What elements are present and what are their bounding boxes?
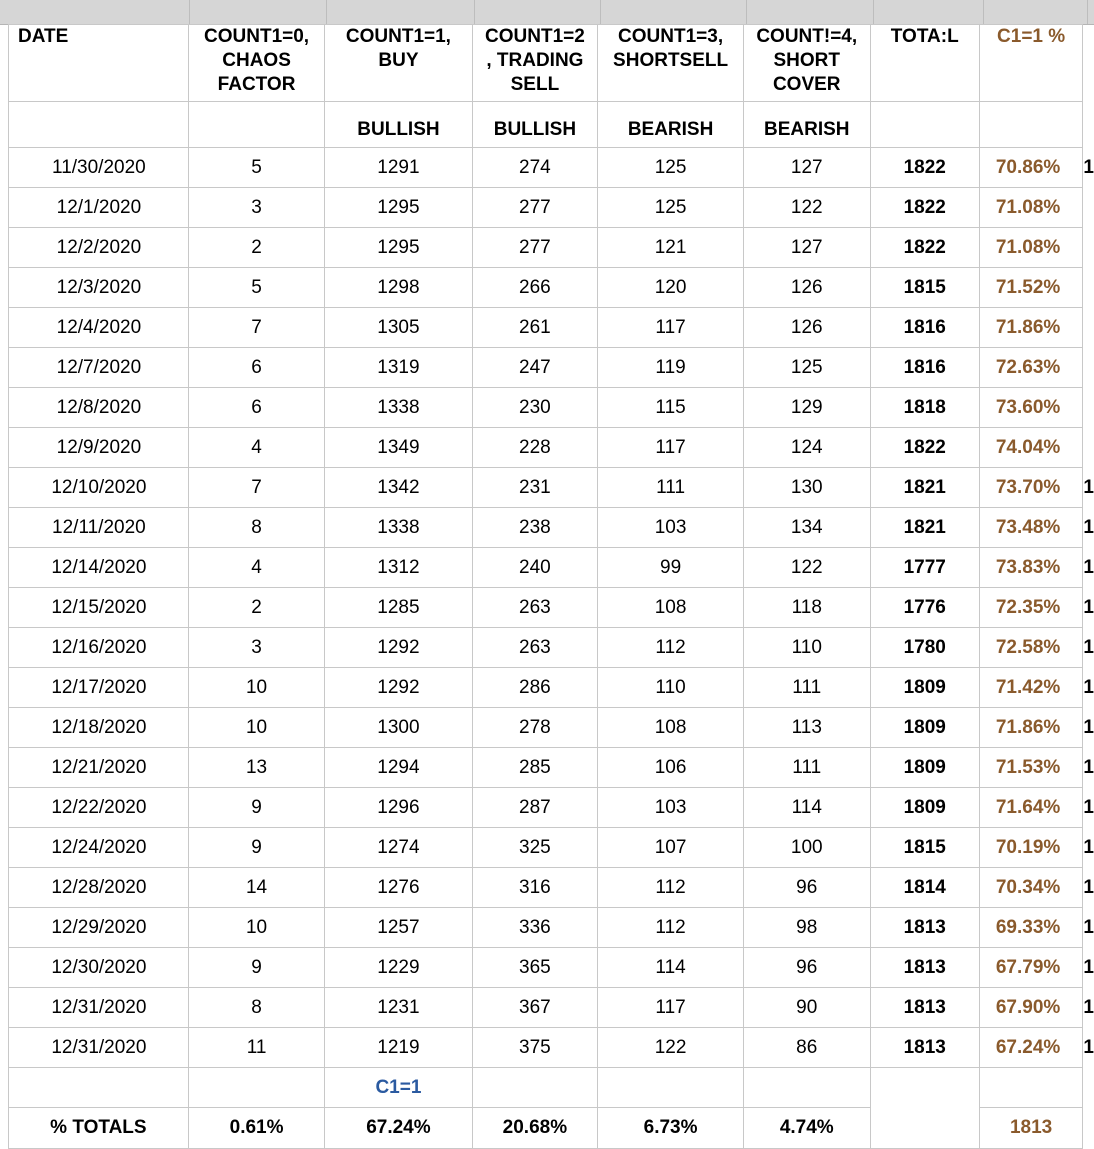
cell-count3[interactable]: 112 xyxy=(598,628,744,668)
cell-count0[interactable]: 10 xyxy=(188,708,325,748)
header-count3-line: COUNT1=3, xyxy=(618,26,723,47)
cell-date[interactable]: 12/30/2020 xyxy=(9,948,189,988)
cell-count1[interactable]: 1300 xyxy=(325,708,472,748)
cell-count3[interactable]: 120 xyxy=(598,268,744,308)
cell-count2[interactable]: 287 xyxy=(472,788,598,828)
column-header-cell[interactable] xyxy=(190,0,327,24)
cell-count0[interactable]: 13 xyxy=(188,748,325,788)
cell-c1-percent[interactable]: 67.90% xyxy=(979,988,1083,1028)
cell-count1[interactable]: 1295 xyxy=(325,188,472,228)
cell-count4[interactable]: 125 xyxy=(743,348,870,388)
cell-count0[interactable]: 4 xyxy=(188,428,325,468)
empty-cell[interactable] xyxy=(188,1068,325,1108)
cell-c1-percent[interactable]: 71.52% xyxy=(979,268,1083,308)
subheader-count3[interactable]: BEARISH xyxy=(598,102,744,148)
cell-total[interactable]: 1822 xyxy=(870,188,979,228)
cell-count3[interactable]: 103 xyxy=(598,508,744,548)
cell-total[interactable]: 1815 xyxy=(870,828,979,868)
cell-date[interactable]: 12/16/2020 xyxy=(9,628,189,668)
subheader-count4[interactable]: BEARISH xyxy=(743,102,870,148)
header-count1[interactable] xyxy=(325,25,472,102)
edge-cell: 1 xyxy=(1083,868,1094,908)
edge-cell xyxy=(1083,308,1094,348)
cell-count2[interactable]: 277 xyxy=(472,228,598,268)
cell-count0[interactable]: 8 xyxy=(188,988,325,1028)
table-row xyxy=(9,548,1094,588)
cell-count3[interactable]: 111 xyxy=(598,468,744,508)
cell-count3[interactable]: 107 xyxy=(598,828,744,868)
table-row xyxy=(9,628,1094,668)
cell-total[interactable]: 1814 xyxy=(870,868,979,908)
table-row xyxy=(9,788,1094,828)
cell-count2[interactable]: 325 xyxy=(472,828,598,868)
cell-c1-percent[interactable]: 67.79% xyxy=(979,948,1083,988)
cell-count4[interactable]: 86 xyxy=(743,1028,870,1068)
cell-count3[interactable]: 122 xyxy=(598,1028,744,1068)
subheader-cell[interactable] xyxy=(979,102,1083,148)
totals-count1[interactable]: 67.24% xyxy=(325,1108,472,1149)
cell-count0[interactable]: 5 xyxy=(188,268,325,308)
table-row xyxy=(9,668,1094,708)
cell-count2[interactable]: 316 xyxy=(472,868,598,908)
cell-c1-percent[interactable]: 74.04% xyxy=(979,428,1083,468)
empty-cell[interactable] xyxy=(743,1068,870,1108)
cell-c1-percent[interactable]: 71.08% xyxy=(979,188,1083,228)
header-date[interactable]: DATE xyxy=(9,25,189,102)
column-header-bar xyxy=(0,0,1094,25)
cell-count4[interactable]: 118 xyxy=(743,588,870,628)
edge-cell: 1 xyxy=(1083,468,1094,508)
totals-total[interactable] xyxy=(870,1108,979,1149)
header-count2-line: SELL xyxy=(511,74,560,95)
subheader-count2[interactable]: BULLISH xyxy=(472,102,598,148)
cell-count1[interactable]: 1294 xyxy=(325,748,472,788)
table-row xyxy=(9,908,1094,948)
table-row xyxy=(9,268,1094,308)
cell-count1[interactable]: 1257 xyxy=(325,908,472,948)
cell-c1-percent[interactable]: 71.53% xyxy=(979,748,1083,788)
cell-c1-percent[interactable]: 71.64% xyxy=(979,788,1083,828)
cell-count0[interactable]: 9 xyxy=(188,788,325,828)
column-header-cell[interactable] xyxy=(0,0,190,24)
header-count1-line: COUNT1=1, xyxy=(346,26,451,47)
cell-count1[interactable]: 1274 xyxy=(325,828,472,868)
totals-count3[interactable]: 6.73% xyxy=(598,1108,744,1149)
cell-count1[interactable]: 1295 xyxy=(325,228,472,268)
edge-cell: 1 xyxy=(1083,668,1094,708)
totals-c1-percent[interactable]: 1813 xyxy=(979,1108,1083,1149)
cell-total[interactable]: 1809 xyxy=(870,748,979,788)
cell-date[interactable]: 12/8/2020 xyxy=(9,388,189,428)
cell-total[interactable]: 1822 xyxy=(870,148,979,188)
table-row xyxy=(9,388,1094,428)
edge-cell xyxy=(1083,188,1094,228)
cell-c1-percent[interactable]: 70.34% xyxy=(979,868,1083,908)
cell-date[interactable]: 12/10/2020 xyxy=(9,468,189,508)
header-count2-line: , TRADING xyxy=(486,50,583,71)
cell-count0[interactable]: 6 xyxy=(188,388,325,428)
cell-c1-percent[interactable]: 69.33% xyxy=(979,908,1083,948)
cell-count4[interactable]: 127 xyxy=(743,148,870,188)
table-row xyxy=(9,868,1094,908)
cell-count3[interactable]: 112 xyxy=(598,868,744,908)
cell-count0[interactable]: 5 xyxy=(188,148,325,188)
cell-count4[interactable]: 126 xyxy=(743,268,870,308)
cell-count2[interactable]: 274 xyxy=(472,148,598,188)
cell-count2[interactable]: 266 xyxy=(472,268,598,308)
cell-count2[interactable]: 240 xyxy=(472,548,598,588)
cell-count0[interactable]: 11 xyxy=(188,1028,325,1068)
cell-count3[interactable]: 103 xyxy=(598,788,744,828)
cell-count2[interactable]: 365 xyxy=(472,948,598,988)
edge-cell: 1 xyxy=(1083,588,1094,628)
cell-total[interactable]: 1809 xyxy=(870,788,979,828)
cell-count2[interactable]: 336 xyxy=(472,908,598,948)
cell-count3[interactable]: 108 xyxy=(598,588,744,628)
edge-cell: 1 xyxy=(1083,508,1094,548)
cell-count2[interactable]: 247 xyxy=(472,348,598,388)
cell-date[interactable]: 12/17/2020 xyxy=(9,668,189,708)
cell-count1[interactable]: 1292 xyxy=(325,628,472,668)
cell-count0[interactable]: 3 xyxy=(188,628,325,668)
totals-label[interactable]: % TOTALS xyxy=(9,1108,189,1149)
edge-cell xyxy=(1083,102,1094,148)
cell-count4[interactable]: 134 xyxy=(743,508,870,548)
cell-date[interactable]: 12/31/2020 xyxy=(9,988,189,1028)
cell-c1-percent[interactable]: 73.83% xyxy=(979,548,1083,588)
cell-count3[interactable]: 115 xyxy=(598,388,744,428)
cell-count4[interactable]: 122 xyxy=(743,188,870,228)
cell-total[interactable]: 1780 xyxy=(870,628,979,668)
c1-label-row xyxy=(9,1068,1094,1108)
edge-cell xyxy=(1083,228,1094,268)
cell-count4[interactable]: 113 xyxy=(743,708,870,748)
cell-count4[interactable]: 110 xyxy=(743,628,870,668)
empty-cell[interactable] xyxy=(598,1068,744,1108)
table-row xyxy=(9,748,1094,788)
cell-count0[interactable]: 10 xyxy=(188,908,325,948)
table-row xyxy=(9,348,1094,388)
cell-total[interactable]: 1816 xyxy=(870,308,979,348)
cell-total[interactable]: 1818 xyxy=(870,388,979,428)
edge-cell: 1 xyxy=(1083,548,1094,588)
cell-count2[interactable]: 286 xyxy=(472,668,598,708)
cell-count1[interactable]: 1319 xyxy=(325,348,472,388)
cell-c1-percent[interactable]: 73.70% xyxy=(979,468,1083,508)
cell-count1[interactable]: 1231 xyxy=(325,988,472,1028)
column-header-cell[interactable] xyxy=(601,0,747,24)
edge-cell: 1 xyxy=(1083,628,1094,668)
cell-c1-percent[interactable]: 73.48% xyxy=(979,508,1083,548)
cell-count4[interactable]: 130 xyxy=(743,468,870,508)
cell-count2[interactable]: 230 xyxy=(472,388,598,428)
cell-count0[interactable]: 7 xyxy=(188,468,325,508)
edge-cell: 1 xyxy=(1083,828,1094,868)
subheader-cell[interactable] xyxy=(188,102,325,148)
cell-count1[interactable]: 1342 xyxy=(325,468,472,508)
column-header-cell[interactable] xyxy=(475,0,601,24)
totals-row xyxy=(9,1108,1094,1149)
header-count4-line: COUNT!=4, xyxy=(756,26,857,47)
table-row xyxy=(9,1028,1094,1068)
cell-total[interactable]: 1813 xyxy=(870,988,979,1028)
cell-total[interactable]: 1821 xyxy=(870,508,979,548)
cell-count0[interactable]: 6 xyxy=(188,348,325,388)
edge-cell xyxy=(1083,25,1094,102)
cell-count1[interactable]: 1219 xyxy=(325,1028,472,1068)
cell-count1[interactable]: 1338 xyxy=(325,388,472,428)
cell-count3[interactable]: 108 xyxy=(598,708,744,748)
cell-count1[interactable]: 1285 xyxy=(325,588,472,628)
cell-count3[interactable]: 99 xyxy=(598,548,744,588)
header-count2-line: COUNT1=2 xyxy=(485,26,585,47)
totals-count2[interactable]: 20.68% xyxy=(472,1108,598,1149)
edge-cell xyxy=(1083,428,1094,468)
cell-count4[interactable]: 96 xyxy=(743,948,870,988)
cell-count1[interactable]: 1276 xyxy=(325,868,472,908)
cell-count3[interactable]: 117 xyxy=(598,988,744,1028)
cell-count4[interactable]: 96 xyxy=(743,868,870,908)
cell-c1-percent[interactable]: 71.86% xyxy=(979,308,1083,348)
cell-count3[interactable]: 117 xyxy=(598,428,744,468)
cell-c1-percent[interactable]: 70.19% xyxy=(979,828,1083,868)
cell-total[interactable]: 1821 xyxy=(870,468,979,508)
cell-date[interactable]: 12/3/2020 xyxy=(9,268,189,308)
subheader-row xyxy=(9,102,1094,148)
header-row xyxy=(9,25,1094,102)
c1-label[interactable]: C1=1 xyxy=(325,1068,472,1108)
cell-c1-percent[interactable]: 72.58% xyxy=(979,628,1083,668)
cell-count2[interactable]: 277 xyxy=(472,188,598,228)
cell-count3[interactable]: 121 xyxy=(598,228,744,268)
data-table xyxy=(8,24,1094,1149)
cell-date[interactable]: 12/21/2020 xyxy=(9,748,189,788)
cell-total[interactable]: 1777 xyxy=(870,548,979,588)
edge-cell: 1 xyxy=(1083,788,1094,828)
edge-cell: 1 xyxy=(1083,948,1094,988)
cell-date[interactable]: 12/9/2020 xyxy=(9,428,189,468)
header-c1-percent[interactable]: C1=1 % xyxy=(979,25,1083,102)
cell-total[interactable]: 1813 xyxy=(870,948,979,988)
cell-count3[interactable]: 125 xyxy=(598,148,744,188)
cell-count0[interactable]: 3 xyxy=(188,188,325,228)
cell-count1[interactable]: 1338 xyxy=(325,508,472,548)
cell-total[interactable]: 1813 xyxy=(870,908,979,948)
cell-count0[interactable]: 8 xyxy=(188,508,325,548)
cell-c1-percent[interactable]: 71.08% xyxy=(979,228,1083,268)
cell-count1[interactable]: 1229 xyxy=(325,948,472,988)
cell-date[interactable]: 12/28/2020 xyxy=(9,868,189,908)
header-count2[interactable] xyxy=(472,25,598,102)
edge-cell: 1 xyxy=(1083,748,1094,788)
cell-count2[interactable]: 228 xyxy=(472,428,598,468)
cell-total[interactable]: 1809 xyxy=(870,708,979,748)
cell-c1-percent[interactable]: 67.24% xyxy=(979,1028,1083,1068)
cell-date[interactable]: 12/22/2020 xyxy=(9,788,189,828)
cell-total[interactable]: 1776 xyxy=(870,588,979,628)
edge-cell: 1 xyxy=(1083,1028,1094,1068)
empty-cell[interactable] xyxy=(870,1068,979,1108)
cell-c1-percent[interactable]: 71.86% xyxy=(979,708,1083,748)
cell-date[interactable]: 12/15/2020 xyxy=(9,588,189,628)
cell-count3[interactable]: 114 xyxy=(598,948,744,988)
cell-count0[interactable]: 2 xyxy=(188,228,325,268)
cell-date[interactable]: 12/4/2020 xyxy=(9,308,189,348)
cell-c1-percent[interactable]: 73.60% xyxy=(979,388,1083,428)
table-row xyxy=(9,308,1094,348)
cell-count4[interactable]: 127 xyxy=(743,228,870,268)
header-count0-line: CHAOS xyxy=(222,50,291,71)
edge-cell xyxy=(1083,388,1094,428)
cell-date[interactable]: 12/14/2020 xyxy=(9,548,189,588)
cell-count0[interactable]: 9 xyxy=(188,948,325,988)
cell-total[interactable]: 1813 xyxy=(870,1028,979,1068)
table-row xyxy=(9,188,1094,228)
cell-count4[interactable]: 122 xyxy=(743,548,870,588)
edge-cell: 1 xyxy=(1083,708,1094,748)
cell-count1[interactable]: 1305 xyxy=(325,308,472,348)
header-count3[interactable] xyxy=(598,25,744,102)
edge-cell: 1 xyxy=(1083,148,1094,188)
cell-count3[interactable]: 106 xyxy=(598,748,744,788)
table-row xyxy=(9,508,1094,548)
table-row xyxy=(9,588,1094,628)
cell-count1[interactable]: 1312 xyxy=(325,548,472,588)
cell-date[interactable]: 12/2/2020 xyxy=(9,228,189,268)
cell-count0[interactable]: 4 xyxy=(188,548,325,588)
edge-cell xyxy=(1083,1068,1094,1108)
header-count4-line: COVER xyxy=(773,74,841,95)
cell-date[interactable]: 12/18/2020 xyxy=(9,708,189,748)
cell-count3[interactable]: 110 xyxy=(598,668,744,708)
cell-count4[interactable]: 111 xyxy=(743,748,870,788)
header-count4-line: SHORT xyxy=(774,50,841,71)
cell-count3[interactable]: 125 xyxy=(598,188,744,228)
cell-total[interactable]: 1822 xyxy=(870,228,979,268)
cell-count2[interactable]: 278 xyxy=(472,708,598,748)
cell-count0[interactable]: 14 xyxy=(188,868,325,908)
header-count0[interactable] xyxy=(188,25,325,102)
header-count4[interactable] xyxy=(743,25,870,102)
header-total[interactable]: TOTA:L xyxy=(870,25,979,102)
cell-date[interactable]: 12/24/2020 xyxy=(9,828,189,868)
header-count1-line: BUY xyxy=(378,50,418,71)
edge-cell: 1 xyxy=(1083,908,1094,948)
cell-total[interactable]: 1815 xyxy=(870,268,979,308)
cell-total[interactable]: 1809 xyxy=(870,668,979,708)
cell-count1[interactable]: 1349 xyxy=(325,428,472,468)
subheader-count1[interactable]: BULLISH xyxy=(325,102,472,148)
cell-count4[interactable]: 126 xyxy=(743,308,870,348)
empty-cell[interactable] xyxy=(472,1068,598,1108)
table-row xyxy=(9,708,1094,748)
cell-date[interactable]: 12/31/2020 xyxy=(9,1028,189,1068)
cell-count2[interactable]: 367 xyxy=(472,988,598,1028)
column-header-cell[interactable] xyxy=(747,0,874,24)
column-header-cell[interactable] xyxy=(984,0,1088,24)
cell-count4[interactable]: 98 xyxy=(743,908,870,948)
column-header-cell[interactable] xyxy=(874,0,984,24)
cell-count2[interactable]: 263 xyxy=(472,628,598,668)
cell-c1-percent[interactable]: 71.42% xyxy=(979,668,1083,708)
cell-date[interactable]: 11/30/2020 xyxy=(9,148,189,188)
empty-cell[interactable] xyxy=(979,1068,1083,1108)
cell-date[interactable]: 12/7/2020 xyxy=(9,348,189,388)
header-count3-line: SHORTSELL xyxy=(613,50,728,71)
cell-count2[interactable]: 263 xyxy=(472,588,598,628)
cell-c1-percent[interactable]: 70.86% xyxy=(979,148,1083,188)
cell-count3[interactable]: 119 xyxy=(598,348,744,388)
cell-count0[interactable]: 2 xyxy=(188,588,325,628)
cell-c1-percent[interactable]: 72.63% xyxy=(979,348,1083,388)
table-row xyxy=(9,948,1094,988)
subheader-cell[interactable] xyxy=(9,102,189,148)
cell-count2[interactable]: 231 xyxy=(472,468,598,508)
cell-count1[interactable]: 1292 xyxy=(325,668,472,708)
cell-total[interactable]: 1822 xyxy=(870,428,979,468)
cell-count4[interactable]: 100 xyxy=(743,828,870,868)
cell-date[interactable]: 12/11/2020 xyxy=(9,508,189,548)
cell-count3[interactable]: 117 xyxy=(598,308,744,348)
table-row xyxy=(9,228,1094,268)
subheader-cell[interactable] xyxy=(870,102,979,148)
cell-count0[interactable]: 9 xyxy=(188,828,325,868)
spreadsheet xyxy=(8,24,1094,1149)
cell-count4[interactable]: 111 xyxy=(743,668,870,708)
cell-count2[interactable]: 238 xyxy=(472,508,598,548)
table-row xyxy=(9,148,1094,188)
header-count0-line: COUNT1=0, xyxy=(204,26,309,47)
cell-total[interactable]: 1816 xyxy=(870,348,979,388)
cell-count0[interactable]: 7 xyxy=(188,308,325,348)
column-header-cell[interactable] xyxy=(327,0,475,24)
cell-count1[interactable]: 1291 xyxy=(325,148,472,188)
cell-count2[interactable]: 261 xyxy=(472,308,598,348)
cell-date[interactable]: 12/1/2020 xyxy=(9,188,189,228)
table-row xyxy=(9,468,1094,508)
cell-count4[interactable]: 129 xyxy=(743,388,870,428)
cell-count4[interactable]: 114 xyxy=(743,788,870,828)
cell-count0[interactable]: 10 xyxy=(188,668,325,708)
totals-count0[interactable]: 0.61% xyxy=(188,1108,325,1149)
cell-date[interactable]: 12/29/2020 xyxy=(9,908,189,948)
cell-c1-percent[interactable]: 72.35% xyxy=(979,588,1083,628)
edge-cell: 1 xyxy=(1083,988,1094,1028)
empty-cell[interactable] xyxy=(9,1068,189,1108)
cell-count2[interactable]: 285 xyxy=(472,748,598,788)
cell-count4[interactable]: 124 xyxy=(743,428,870,468)
table-row xyxy=(9,828,1094,868)
edge-cell xyxy=(1083,348,1094,388)
edge-cell xyxy=(1083,268,1094,308)
header-count0-line: FACTOR xyxy=(218,74,296,95)
edge-cell xyxy=(1083,1108,1094,1149)
totals-count4[interactable]: 4.74% xyxy=(743,1108,870,1149)
table-row xyxy=(9,988,1094,1028)
cell-count4[interactable]: 90 xyxy=(743,988,870,1028)
cell-count3[interactable]: 112 xyxy=(598,908,744,948)
cell-count1[interactable]: 1296 xyxy=(325,788,472,828)
cell-count1[interactable]: 1298 xyxy=(325,268,472,308)
cell-count2[interactable]: 375 xyxy=(472,1028,598,1068)
table-row xyxy=(9,428,1094,468)
